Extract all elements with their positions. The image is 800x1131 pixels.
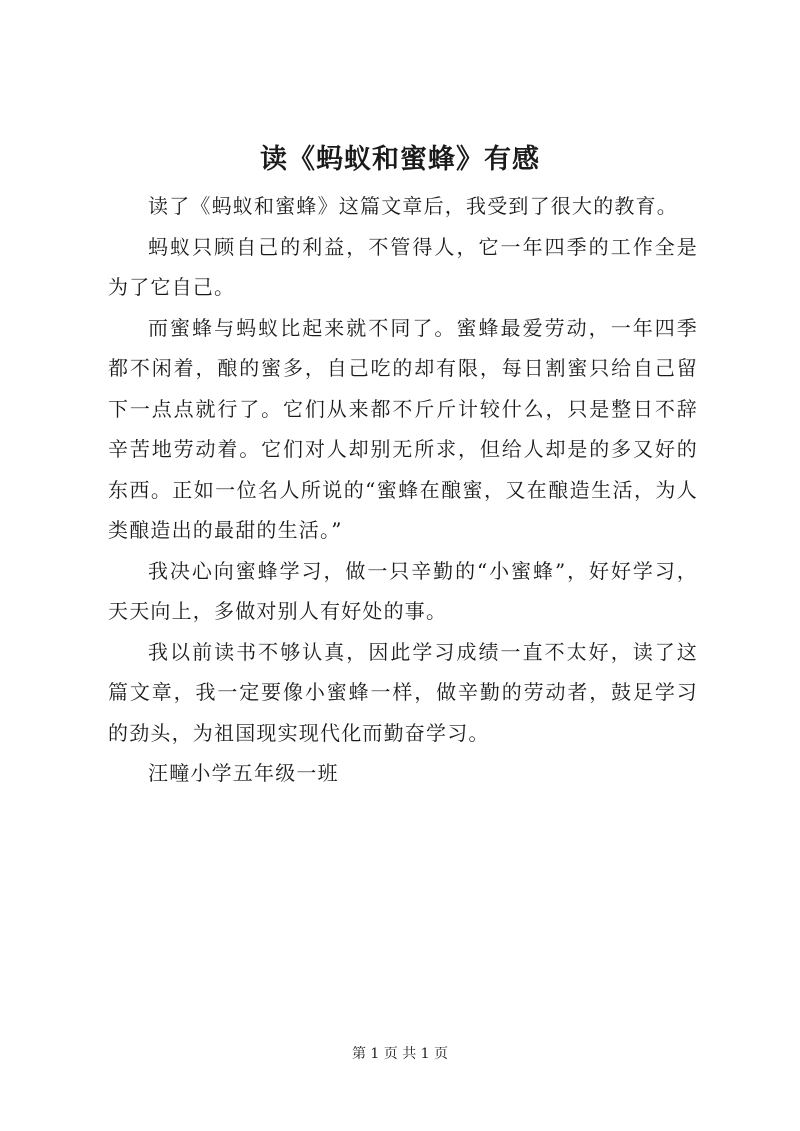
document-title: 读《蚂蚁和蜜蜂》有感 — [260, 144, 540, 175]
paragraph: 读了《蚂蚁和蜜蜂》这篇文章后，我受到了很大的教育。 — [148, 194, 678, 218]
document-body — [108, 186, 698, 794]
page-number-footer: 第 1 页 共 1 页 — [351, 1046, 449, 1062]
author-signature: 汪疃小学五年级一班 — [148, 761, 339, 785]
paragraph: 蚂蚁只顾自己的利益，不管得人，它一年四季的工作全是为了它自己。 — [108, 234, 698, 299]
paragraph: 而蜜蜂与蚂蚁比起来就不同了。蜜蜂最爱劳动，一年四季都不闲着，酿的蜜多，自己吃的却有限，每日割蜜只给自己留下一点点就行了。它们从来都不斤斤计较什么，只是整日不辞辛苦地劳动着。它们对人却别无所求，但给人却是的多又好的东西。正如一位名人所说的“蜜蜂在酿蜜，又在酿造生活，为人类酿造出的最甜的生活。” — [108, 315, 698, 542]
paragraph: 我以前读书不够认真，因此学习成绩一直不太好，读了这篇文章，我一定要像小蜜蜂一样，做辛勤的劳动者，鼓足学习的劲头，为祖国现实现代化而勤奋学习。 — [108, 639, 698, 745]
paragraph: 我决心向蜜蜂学习，做一只辛勤的“小蜜蜂”，好好学习，天天向上，多做对别人有好处的事。 — [108, 558, 698, 623]
